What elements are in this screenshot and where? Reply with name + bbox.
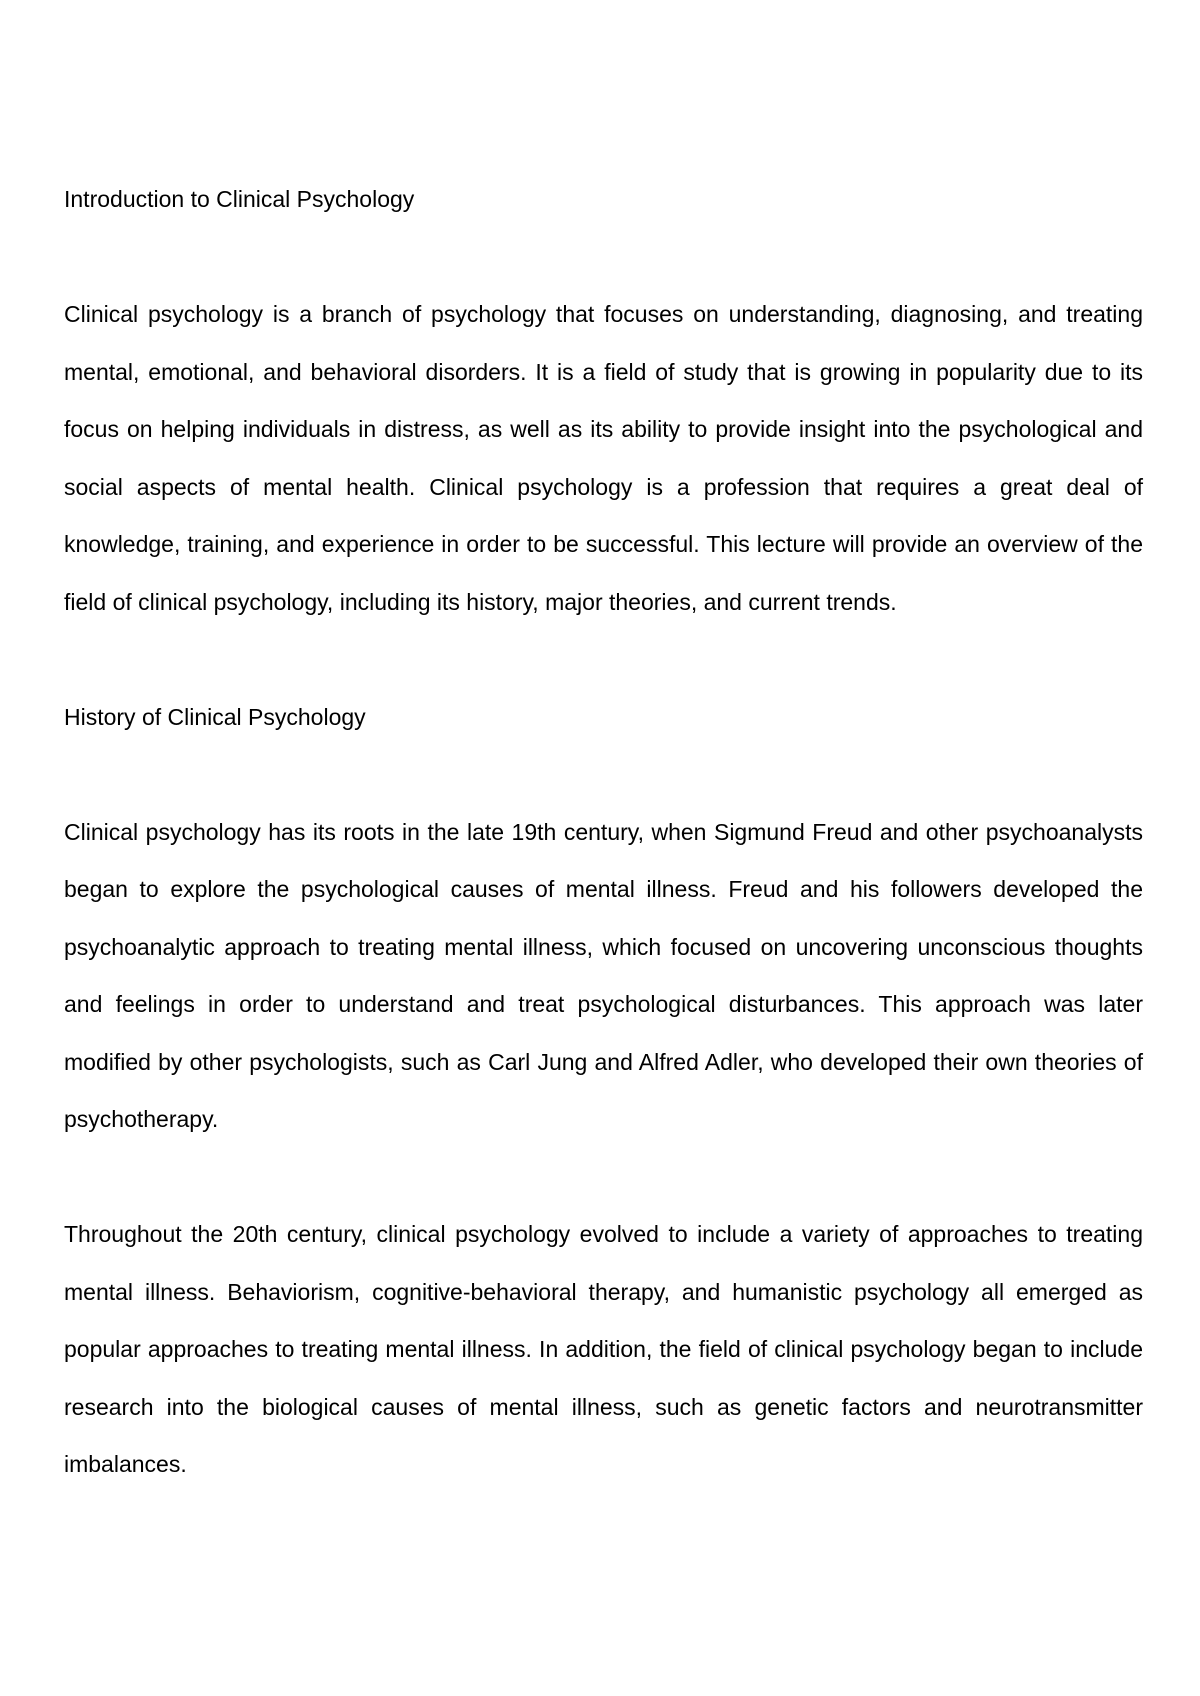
paragraph-history-roots: Clinical psychology has its roots in the late 19th century, when Sigmund Freud and other psychoanalysts began to explore the psychological causes of mental illness. Freud and his followers developed the psychoanalytic approach to treating mental illness, which focused on uncovering unconscious thoughts and feelings in order to understand and treat psychological disturbances. This approach was later modified by other psychologists, such as Carl Jung and Alfred Adler, who developed their own theories of psychotherapy.: [64, 818, 1143, 1132]
spacer: [64, 1149, 1143, 1207]
section-heading-history: History of Clinical Psychology: [64, 703, 366, 730]
paragraph-history-20th-century: Throughout the 20th century, clinical psychology evolved to include a variety of approaches to treating mental illness. Behaviorism, cognitive-behavioral therapy, and humanistic psychology all emerged as popular approaches to treating mental illness. In addition, the field of clinical psychology began to include research into the biological causes of mental illness, such as genetic factors and neurotransmitter imbalances.: [64, 1221, 1143, 1477]
spacer: [64, 746, 1143, 804]
spacer: [64, 631, 1143, 689]
spacer: [64, 229, 1143, 287]
section-heading-introduction: Introduction to Clinical Psychology: [64, 186, 415, 212]
paragraph-introduction: Clinical psychology is a branch of psychology that focuses on understanding, diagnosing, and treating mental, emotional, and behavioral disorders. It is a field of study that is growing in popularity due to its focus on helping individuals in distress, as well as its ability to provide insight into the psychological and social aspects of mental health. Clinical psychology is a profession that requires a great deal of knowledge, training, and experience in order to be successful. This lecture will provide an overview of the field of clinical psychology, including its history, major theories, and current trends.: [64, 301, 1143, 615]
document-body: [64, 171, 1143, 1494]
